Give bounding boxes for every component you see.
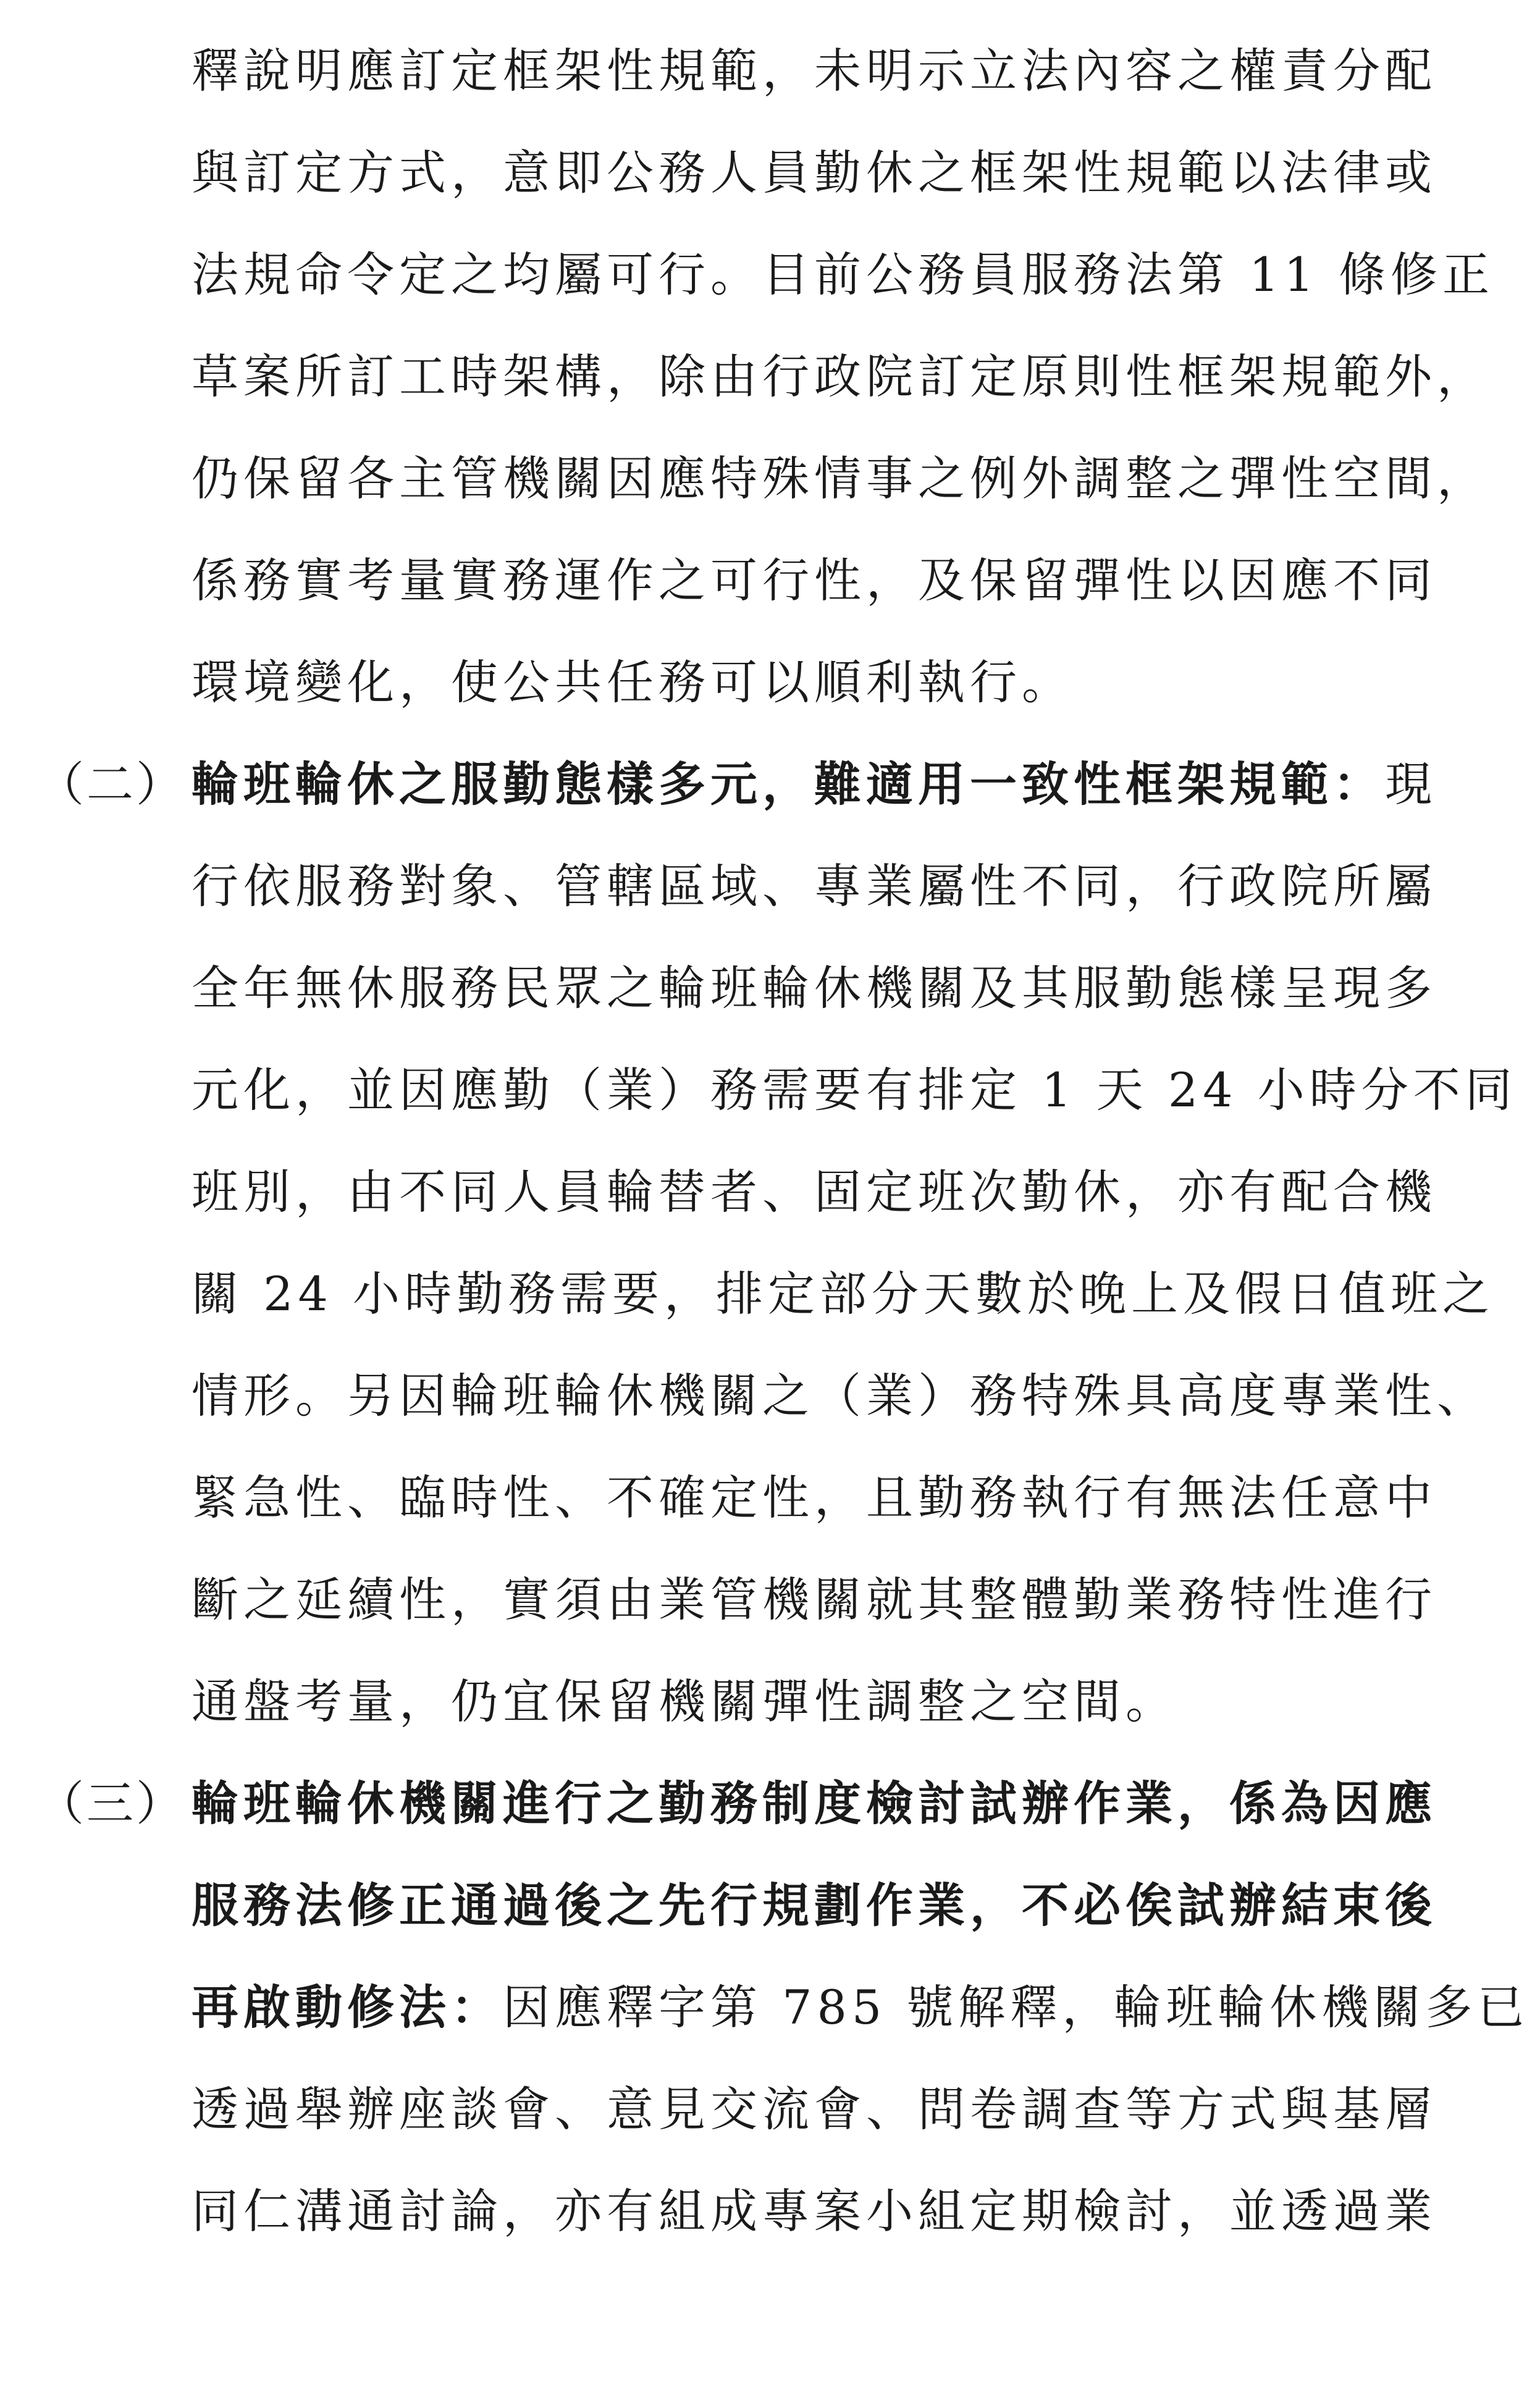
item-3-heading-line-3: 再啟動修法： — [191, 1980, 503, 2035]
item-3-line-3-rest: 因應釋字第 785 號解釋，輪班輪休機關多已 — [503, 1980, 1529, 2035]
paragraph-1-line-6: 係務實考量實務運作之可行性，及保留彈性以因應不同 — [191, 553, 1437, 608]
item-3-number: （三） — [37, 1776, 185, 1831]
item-3-line-4: 透過舉辦座談會、意見交流會、問卷調查等方式與基層 — [191, 2082, 1437, 2137]
item-3-line-5: 同仁溝通討論，亦有組成專案小組定期檢討，並透過業 — [191, 2184, 1437, 2239]
item-2-line-6: 關 24 小時勤務需要，排定部分天數於晚上及假日值班之 — [191, 1266, 1495, 1321]
item-2-heading: 輪班輪休之服勤態樣多元，難適用一致性框架規範： — [191, 757, 1385, 812]
item-3-line-3 — [191, 1964, 1529, 2051]
item-3-heading-line-1: 輪班輪休機關進行之勤務制度檢討試辦作業，係為因應 — [191, 1776, 1437, 1831]
item-3-heading-line-2: 服務法修正通過後之先行規劃作業，不必俟試辦結束後 — [191, 1878, 1437, 1933]
paragraph-1-line-7: 環境變化，使公共任務可以順利執行。 — [191, 655, 1074, 710]
item-2-first-line-rest: 現 — [1385, 757, 1437, 812]
item-2-line-8: 緊急性、臨時性、不確定性，且勤務執行有無法任意中 — [191, 1470, 1437, 1525]
item-2-line-5: 班別，由不同人員輪替者、固定班次勤休，亦有配合機 — [191, 1164, 1437, 1219]
paragraph-1-line-1: 釋說明應訂定框架性規範，未明示立法內容之權責分配 — [191, 43, 1437, 98]
item-2-number: （二） — [37, 757, 185, 812]
item-2-line-3: 全年無休服務民眾之輪班輪休機關及其服勤態樣呈現多 — [191, 961, 1437, 1016]
paragraph-1-line-2: 與訂定方式，意即公務人員勤休之框架性規範以法律或 — [191, 145, 1437, 200]
item-2-line-4: 元化，並因應勤（業）務需要有排定 1 天 24 小時分不同 — [191, 1062, 1517, 1117]
paragraph-1-line-5: 仍保留各主管機關因應特殊情事之例外調整之彈性空間， — [191, 451, 1489, 506]
item-2-line-10: 通盤考量，仍宜保留機關彈性調整之空間。 — [191, 1674, 1177, 1729]
paragraph-1-line-4: 草案所訂工時架構，除由行政院訂定原則性框架規範外， — [191, 349, 1489, 404]
item-2-line-1 — [191, 741, 1489, 828]
item-2-line-9: 斷之延續性，實須由業管機關就其整體勤業務特性進行 — [191, 1572, 1437, 1627]
item-2-line-2: 行依服務對象、管轄區域、專業屬性不同，行政院所屬 — [191, 859, 1437, 914]
item-2-line-7: 情形。另因輪班輪休機關之（業）務特殊具高度專業性、 — [191, 1368, 1489, 1423]
paragraph-1-line-3: 法規命令定之均屬可行。目前公務員服務法第 11 條修正 — [191, 247, 1495, 302]
